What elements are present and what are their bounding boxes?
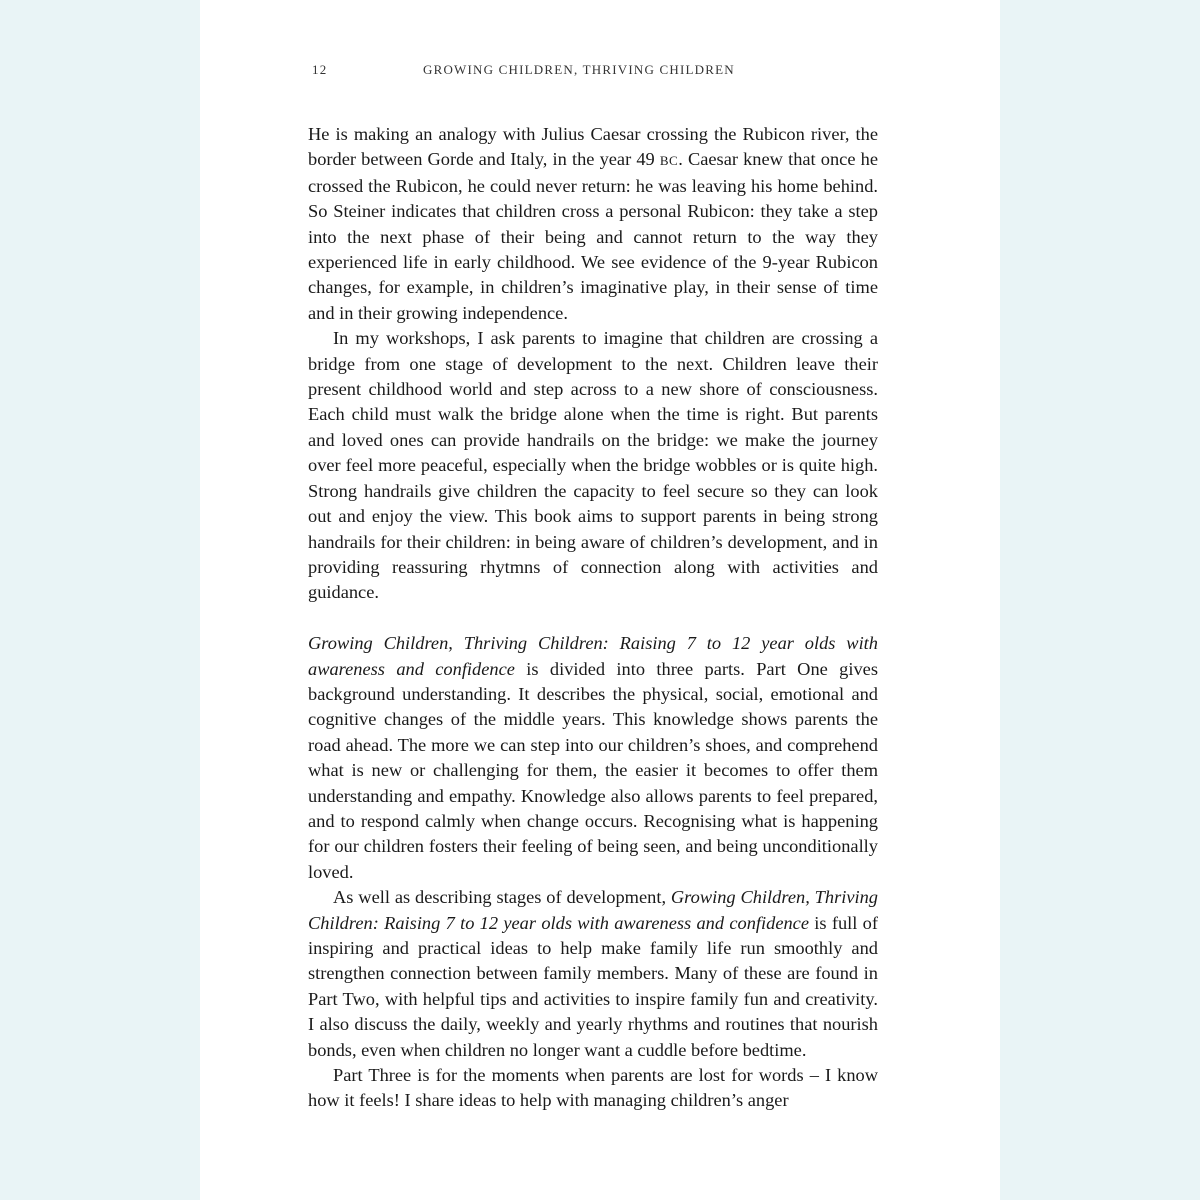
- running-head-title: GROWING CHILDREN, THRIVING CHILDREN: [423, 62, 735, 77]
- page-number: 12: [312, 62, 328, 77]
- book-title-italic: Growing Children, Thriving Children: Raising 7 to 12 year olds with awareness and confidence: [308, 887, 879, 933]
- paragraph-book-parts: [308, 631, 878, 885]
- text-segment: is divided into three parts. Part One gives background understanding. It describes the physical, social, emotional and cognitive changes of the middle years. This knowledge shows parents the road ahead. The more we can step into our children’s shoes, and comprehend what is new or challenging for them, the easier it becomes to offer them understanding and empathy. Knowledge also allows parents to feel prepared, and to respond calmly when change occurs. Recognising what is happening for our children fosters their feeling of being seen, and being unconditionally loved.: [308, 658, 878, 882]
- running-head: [312, 62, 878, 80]
- text-segment: is full of inspiring and practical ideas to help make family life run smoothly and strengthen connection between family members. Many of these are found in Part Two, with helpful tips and activities to inspire family fun and creativity. I also discuss the daily, weekly and yearly rhythms and routines that nourish bonds, even when children no longer want a cuddle before bedtime.: [308, 912, 878, 1060]
- text-segment: In my workshops, I ask parents to imagine that children are crossing a bridge from one stage of development to the next. Children leave their present childhood world and step across to a new shore of consciousness. Each child must walk the bridge alone when the time is right. But parents and loved ones can provide handrails on the bridge: we make the journey over feel more peaceful, especially when the bridge wobbles or is quite high. Strong handrails give children the capacity to feel secure so they can look out and enjoy the view. This book aims to support parents in being strong handrails for their children: in being aware of children’s development, and in providing reassuring rhytmns of connection along with activities and guidance.: [308, 328, 878, 603]
- paragraph-part-three: [308, 1063, 878, 1114]
- text-segment: . Caesar knew that once he crossed the Rubicon, he could never return: he was leaving his home behind. So Steiner indicates that children cross a personal Rubicon: they take a step into the next phase of their being and cannot return to the way they experienced life in early childhood. We see evidence of the 9-year Rubicon changes, for example, in children’s imaginative play, in their sense of time and in their growing independence.: [308, 149, 878, 323]
- book-title-italic: Growing Children, Thriving Children: Raising 7 to 12 year olds with awareness and confidence: [308, 633, 878, 679]
- text-segment: Part Three is for the moments when parents are lost for words – I know how it feels! I share ideas to help with managing children’s anger: [308, 1065, 878, 1111]
- book-page: [200, 0, 1000, 1200]
- body-text: [308, 122, 878, 1114]
- paragraph-rubicon: [308, 122, 878, 326]
- text-segment: He is making an analogy with Julius Caesar crossing the Rubicon river, the border between Gorde and Italy, in the year 49: [308, 124, 878, 170]
- paragraph-part-two: [308, 885, 878, 1063]
- text-segment-smallcaps: BC: [659, 153, 679, 169]
- paragraph-workshops: [308, 326, 878, 605]
- text-segment: As well as describing stages of development,: [333, 887, 671, 908]
